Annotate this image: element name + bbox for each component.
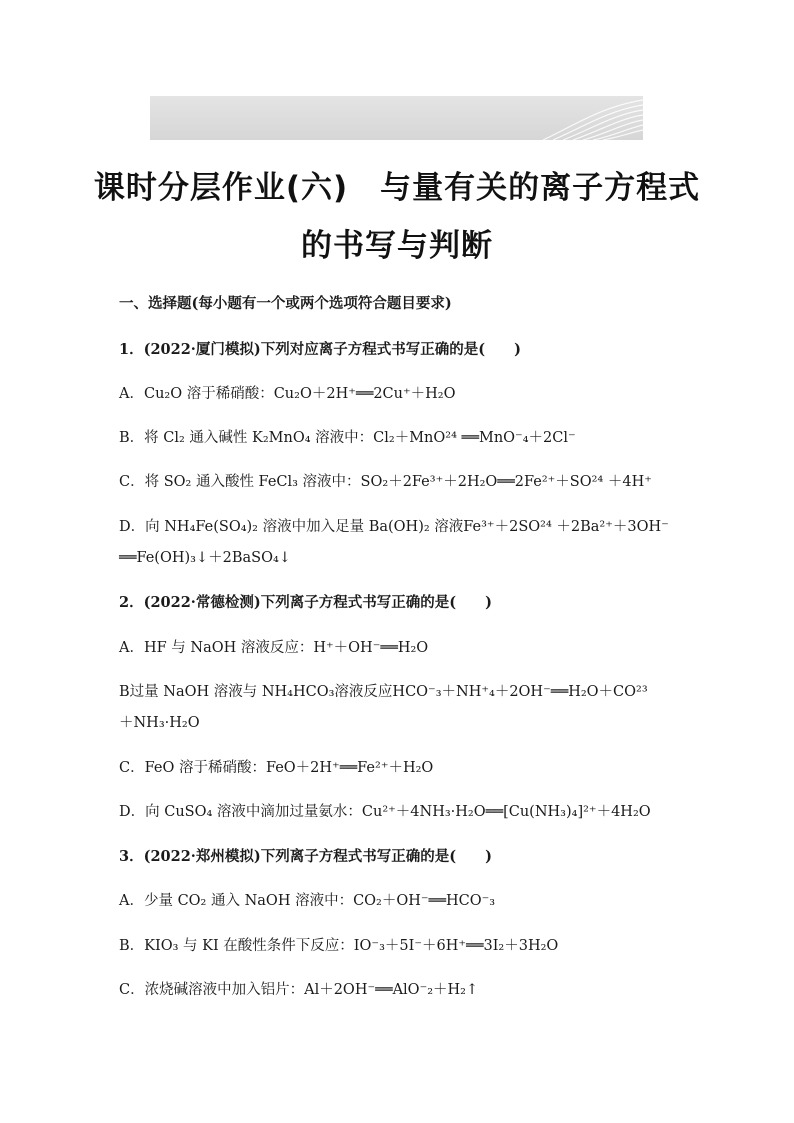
question-3-stem: 3．(2022·郑州模拟)下列离子方程式书写正确的是( )	[119, 848, 492, 865]
question-1-option-c: C．将 SO₂ 通入酸性 FeCl₃ 溶液中：SO₂＋2Fe³⁺＋2H₂O══2Fe²⁺＋SO²⁴ ＋4H⁺	[119, 474, 652, 490]
question-3-option-b: B．KIO₃ 与 KI 在酸性条件下反应：IO⁻₃＋5I⁻＋6H⁺══3I₂＋3H₂O	[119, 938, 559, 954]
header-banner	[150, 96, 643, 140]
question-2-option-b-cont: ＋NH₃·H₂O	[119, 715, 200, 731]
question-1-option-a: A．Cu₂O 溶于稀硝酸：Cu₂O＋2H⁺══2Cu⁺＋H₂O	[119, 386, 456, 402]
question-2-option-d: D．向 CuSO₄ 溶液中滴加过量氨水：Cu²⁺＋4NH₃·H₂O══[Cu(NH₃)₄]²⁺＋4H₂O	[119, 804, 651, 820]
question-2-option-a: A．HF 与 NaOH 溶液反应：H⁺＋OH⁻══H₂O	[119, 640, 429, 656]
question-1-option-d: D．向 NH₄Fe(SO₄)₂ 溶液中加入足量 Ba(OH)₂ 溶液Fe³⁺＋2SO²⁴ ＋2Ba²⁺＋3OH⁻	[119, 519, 669, 535]
page-curl-decoration-icon	[523, 96, 643, 140]
question-3-option-a: A．少量 CO₂ 通入 NaOH 溶液中：CO₂＋OH⁻══HCO⁻₃	[119, 893, 496, 909]
question-1-option-d-cont: ══Fe(OH)₃↓＋2BaSO₄↓	[119, 550, 291, 566]
section-heading: 一、选择题(每小题有一个或两个选项符合题目要求)	[119, 295, 452, 312]
page-title-line2: 的书写与判断	[301, 228, 493, 264]
question-2-option-b: B过量 NaOH 溶液与 NH₄HCO₃溶液反应HCO⁻₃＋NH⁺₄＋2OH⁻══H₂O＋CO²³	[119, 684, 648, 700]
question-2-stem: 2．(2022·常德检测)下列离子方程式书写正确的是( )	[119, 594, 492, 611]
question-3-option-c: C．浓烧碱溶液中加入铝片：Al＋2OH⁻══AlO⁻₂＋H₂↑	[119, 982, 479, 998]
page-title-line1: 课时分层作业(六) 与量有关的离子方程式	[93, 170, 701, 206]
question-2-option-c: C．FeO 溶于稀硝酸：FeO＋2H⁺══Fe²⁺＋H₂O	[119, 760, 434, 776]
question-1-stem: 1．(2022·厦门模拟)下列对应离子方程式书写正确的是( )	[119, 341, 521, 358]
question-1-option-b: B．将 Cl₂ 通入碱性 K₂MnO₄ 溶液中：Cl₂＋MnO²⁴ ══MnO⁻₄＋2Cl⁻	[119, 430, 576, 446]
